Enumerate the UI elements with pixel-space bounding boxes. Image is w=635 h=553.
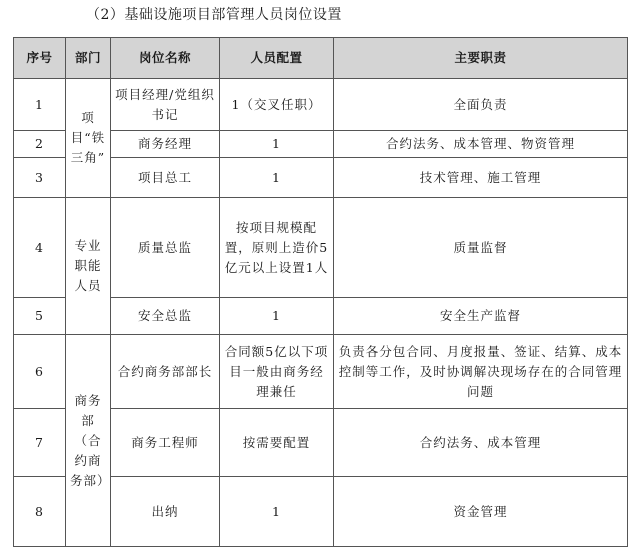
header-seq: 序号 <box>14 38 66 79</box>
cell-duties: 合约法务、成本管理 <box>334 409 628 477</box>
cell-staffing: 按项目规模配置，原则上造价5亿元以上设置1人 <box>220 198 334 298</box>
cell-dept-professional: 专业职能人员 <box>66 198 111 335</box>
cell-duties: 质量监督 <box>334 198 628 298</box>
cell-staffing: 合同额5亿以下项目一般由商务经理兼任 <box>220 335 334 409</box>
cell-dept-triad: 项目“铁三角” <box>66 79 111 198</box>
cell-seq: 3 <box>14 158 66 198</box>
cell-seq: 7 <box>14 409 66 477</box>
table-row <box>14 198 628 298</box>
cell-seq: 2 <box>14 131 66 158</box>
cell-duties: 安全生产监督 <box>334 298 628 335</box>
staffing-table <box>13 37 628 547</box>
cell-dept-business: 商务部（合约商务部） <box>66 335 111 547</box>
cell-duties: 全面负责 <box>334 79 628 131</box>
cell-staffing: 1 <box>220 131 334 158</box>
cell-staffing: 1 <box>220 477 334 547</box>
header-duties: 主要职责 <box>334 38 628 79</box>
cell-staffing: 1（交叉任职） <box>220 79 334 131</box>
cell-duties: 资金管理 <box>334 477 628 547</box>
cell-seq: 1 <box>14 79 66 131</box>
table-row <box>14 335 628 409</box>
cell-seq: 6 <box>14 335 66 409</box>
table-caption: （2）基础设施项目部管理人员岗位设置 <box>86 7 342 23</box>
table-header-row <box>14 38 628 79</box>
header-staffing: 人员配置 <box>220 38 334 79</box>
cell-position: 商务工程师 <box>111 409 220 477</box>
cell-duties: 负责各分包合同、月度报量、签证、结算、成本控制等工作，及时协调解决现场存在的合同管理问题 <box>334 335 628 409</box>
cell-position: 安全总监 <box>111 298 220 335</box>
cell-seq: 8 <box>14 477 66 547</box>
cell-duties: 合约法务、成本管理、物资管理 <box>334 131 628 158</box>
cell-staffing: 1 <box>220 298 334 335</box>
cell-staffing: 1 <box>220 158 334 198</box>
header-dept: 部门 <box>66 38 111 79</box>
cell-position: 商务经理 <box>111 131 220 158</box>
cell-position: 项目经理/党组织书记 <box>111 79 220 131</box>
cell-seq: 4 <box>14 198 66 298</box>
cell-seq: 5 <box>14 298 66 335</box>
table-row <box>14 79 628 131</box>
cell-staffing: 按需要配置 <box>220 409 334 477</box>
cell-position: 合约商务部部长 <box>111 335 220 409</box>
cell-position: 项目总工 <box>111 158 220 198</box>
cell-position: 出纳 <box>111 477 220 547</box>
cell-duties: 技术管理、施工管理 <box>334 158 628 198</box>
cell-position: 质量总监 <box>111 198 220 298</box>
header-position: 岗位名称 <box>111 38 220 79</box>
